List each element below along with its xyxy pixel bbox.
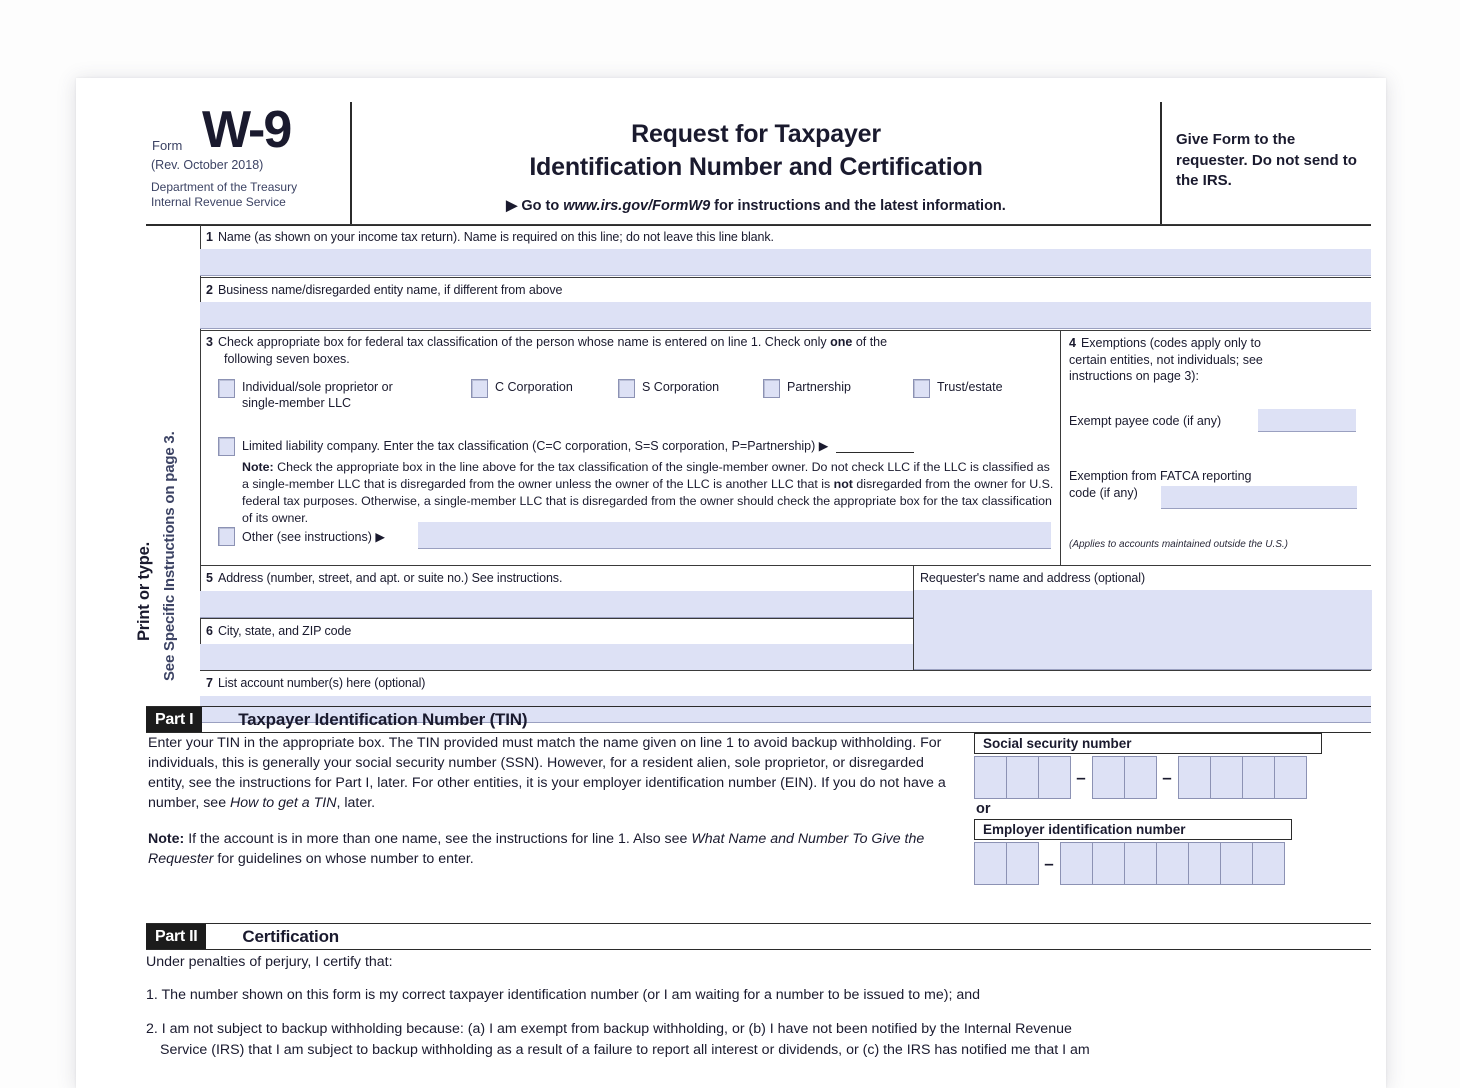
exemptions-instructions xyxy=(1069,335,1371,385)
llc-note xyxy=(242,459,1054,526)
part-2-header xyxy=(146,923,1371,950)
certification-item-1: 1. The number shown on this form is my correct taxpayer identification number (or I am waiting for a number to be issued to me); and xyxy=(146,987,981,1004)
irs-formw9-link[interactable]: www.irs.gov/FormW9 xyxy=(563,197,711,214)
line-1-label: Name (as shown on your income tax return). Name is required on this line; do not leave this line blank. xyxy=(217,230,774,244)
certification-item-2-continued: Service (IRS) that I am subject to backup withholding as a result of a failure to report all interest or dividends, or (c) the IRS has notified me that I am xyxy=(160,1041,1090,1058)
llc-label-text: Limited liability company. Enter the tax classification (C=C corporation, S=S corporation, P=Partnership) xyxy=(242,439,816,453)
sidebar-see-specific-instructions: See Specific Instructions on page 3. xyxy=(161,431,178,681)
certification-item-2: 2. I am not subject to backup withholding because: (a) I am exempt from backup withholding, or (b) I have not been notified by the Internal Revenue xyxy=(146,1020,1072,1037)
part-1-tag: Part I xyxy=(146,707,202,732)
ssn-digit-cell[interactable] xyxy=(1038,756,1071,799)
line-2-label: Business name/disregarded entity name, if different from above xyxy=(217,283,563,297)
ein-cell-row xyxy=(974,842,1322,885)
checkbox-icon[interactable] xyxy=(618,379,635,398)
exempt-payee-code-input[interactable] xyxy=(1258,409,1356,432)
llc-label xyxy=(242,437,914,453)
instructions-url-line xyxy=(352,198,1160,214)
tin-body-a: Enter your TIN in the appropriate box. The TIN provided must match the name given on line 1 to avoid backup withholding. For individuals, this is generally your social security number (SSN). However, for a resident alien, sole proprietor, or disregarded entity, see the instructions for Part I, later. For other entities, it is your employer identification number (EIN). If you do not have a number, see xyxy=(148,735,946,812)
line-3-number: 3 xyxy=(206,335,213,349)
ein-digit-cell[interactable] xyxy=(1188,842,1221,885)
give-form-notice: Give Form to the requester. Do not send to the IRS. xyxy=(1176,131,1357,190)
line-2-business-name-input[interactable] xyxy=(200,302,1371,329)
ssn-cell-row xyxy=(974,756,1322,799)
ssn-dash-separator: – xyxy=(1076,767,1086,787)
checkbox-limited-liability-company[interactable] xyxy=(218,437,914,456)
checkbox-icon[interactable] xyxy=(218,379,235,398)
line-1-name-input[interactable] xyxy=(200,249,1371,276)
right-arrow-icon: ▶ xyxy=(375,530,386,544)
line-6-label: City, state, and ZIP code xyxy=(217,624,352,638)
tin-note-text: If the account is in more than one name, see the instructions for line 1. Also see xyxy=(184,830,692,847)
form-header xyxy=(146,102,1371,226)
fatca-applies-note: (Applies to accounts maintained outside the U.S.) xyxy=(1069,539,1289,550)
line-5-number: 5 xyxy=(206,571,213,585)
form-word-label: Form xyxy=(152,138,183,153)
part-2-body xyxy=(146,952,1371,1058)
exemptions-head-line1: Exemptions (codes apply only to xyxy=(1080,336,1261,350)
part-2-title: Certification xyxy=(242,926,339,946)
line-2-business-name-row xyxy=(200,277,1371,330)
note-bold-not: not xyxy=(833,476,853,491)
requester-label-wrap xyxy=(914,566,1371,589)
tin-instructions-paragraph xyxy=(148,733,948,814)
line-6-label-wrap xyxy=(200,619,913,642)
ssn-digit-cell[interactable] xyxy=(1242,756,1275,799)
line-1-number: 1 xyxy=(206,230,213,244)
line-6-number: 6 xyxy=(206,624,213,638)
fatca-label-line1: Exemption from FATCA reporting xyxy=(1069,469,1252,483)
exempt-payee-code-label: Exempt payee code (if any) xyxy=(1069,414,1222,428)
checkbox-label: Trust/estate xyxy=(937,380,1003,394)
requester-name-address-input[interactable] xyxy=(914,590,1372,670)
print-or-type-sidebar xyxy=(135,224,201,681)
ein-digit-cell[interactable] xyxy=(1124,842,1157,885)
checkbox-other-row[interactable] xyxy=(218,527,1054,546)
checkbox-trust-estate[interactable] xyxy=(913,379,1003,398)
line-6-city-state-zip-input[interactable] xyxy=(200,644,913,671)
checkbox-s-corporation[interactable] xyxy=(618,379,763,398)
note-text-part2: disregarded from the owner for U.S. federal tax purposes. Otherwise, a single-member LLC that is disregarded from the owner should check the appropriate box for the tax classification of its owner. xyxy=(242,476,1054,525)
ssn-digit-cell[interactable] xyxy=(1124,756,1157,799)
part-1-header xyxy=(146,706,1371,733)
ein-label: Employer identification number xyxy=(974,819,1292,840)
line-4-number: 4 xyxy=(1069,336,1076,350)
line-3-intro-b: of the xyxy=(852,335,888,349)
checkbox-label: C Corporation xyxy=(495,380,573,394)
part-1-title: Taxpayer Identification Number (TIN) xyxy=(238,709,528,729)
tin-body-end: , later. xyxy=(336,795,376,812)
classification-and-exemptions-row xyxy=(200,330,1371,565)
what-name-and-number-italic: What Name and Number To Give the Requester xyxy=(148,830,925,867)
ein-digit-cell[interactable] xyxy=(974,842,1007,885)
checkbox-c-corporation[interactable] xyxy=(471,379,618,398)
ssn-digit-cell[interactable] xyxy=(1092,756,1125,799)
checkbox-icon[interactable] xyxy=(218,527,235,546)
line-7-label: List account number(s) here (optional) xyxy=(217,676,426,690)
form-number: W-9 xyxy=(202,101,291,159)
line-3-intro-line2: following seven boxes. xyxy=(224,351,350,366)
part-2-tag: Part II xyxy=(146,924,206,949)
or-separator: or xyxy=(976,801,991,817)
checkbox-partnership[interactable] xyxy=(763,379,913,398)
goto-prefix: Go to xyxy=(521,197,564,214)
sidebar-print-or-type: Print or type. xyxy=(135,542,153,641)
certification-text-clip xyxy=(146,952,1371,1058)
ein-digit-cell[interactable] xyxy=(1060,842,1093,885)
ssn-digit-cell[interactable] xyxy=(1210,756,1243,799)
other-label-text: Other (see instructions) xyxy=(242,530,372,544)
note-bold-label: Note: xyxy=(242,460,274,474)
goto-suffix: for instructions and the latest information. xyxy=(710,197,1006,214)
line-4-exemptions xyxy=(1061,331,1371,565)
ein-digit-cell[interactable] xyxy=(1092,842,1125,885)
ein-digit-cell[interactable] xyxy=(1156,842,1189,885)
line-1-label-wrap xyxy=(200,225,1371,248)
tin-entry-box xyxy=(974,733,1322,885)
form-title-line1: Request for Taxpayer xyxy=(631,120,881,148)
form-body xyxy=(200,224,1371,723)
form-identity-block xyxy=(146,102,352,224)
checkbox-label-line1: Individual/sole proprietor or xyxy=(242,380,393,394)
tin-note-bold: Note: xyxy=(148,830,185,847)
w9-form-page xyxy=(76,78,1386,1088)
checkbox-icon[interactable] xyxy=(471,379,488,398)
checkbox-label: S Corporation xyxy=(642,380,720,394)
line-3-intro-a: Check appropriate box for federal tax classification of the person whose name is entered on line 1. Check only xyxy=(217,335,831,349)
requester-label: Requester's name and address (optional) xyxy=(920,571,1146,585)
requester-block xyxy=(914,566,1371,670)
form-title-block xyxy=(352,102,1162,224)
other-classification-input[interactable] xyxy=(418,522,1051,549)
ssn-label: Social security number xyxy=(974,733,1322,754)
llc-classification-input[interactable] xyxy=(836,437,914,453)
line-3-instructions xyxy=(206,334,1060,368)
line-3-intro-bold: one xyxy=(830,335,853,349)
line-3-federal-tax-classification xyxy=(200,331,1061,565)
form-revision-date: (Rev. October 2018) xyxy=(151,158,264,172)
classification-checkbox-row xyxy=(218,379,1054,412)
ein-digit-cell[interactable] xyxy=(1006,842,1039,885)
line-5-address-input[interactable] xyxy=(200,591,913,618)
line-2-label-wrap xyxy=(200,278,1371,301)
note-text-part1: Check the appropriate box in the line above for the tax classification of the single-member owner. Do not check LLC if the LLC is classified as a single-member LLC that is disregarded from the owner unless the owner of the LLC is another LLC that is xyxy=(242,460,1050,491)
line-6-city-state-zip-row xyxy=(200,618,913,671)
line-2-number: 2 xyxy=(206,283,213,297)
exemptions-head-line3: instructions on page 3): xyxy=(1069,369,1199,384)
ssn-digit-cell[interactable] xyxy=(1006,756,1039,799)
line-7-number: 7 xyxy=(206,676,213,690)
ssn-dash-separator: – xyxy=(1162,767,1172,787)
right-arrow-icon: ▶ xyxy=(818,439,829,453)
part-1-body xyxy=(146,733,1371,921)
address-and-requester-row xyxy=(200,565,1371,670)
issuing-agency xyxy=(151,180,297,210)
ssn-digit-cell[interactable] xyxy=(974,756,1007,799)
tin-note-end: for guidelines on whose number to enter. xyxy=(213,850,474,867)
line-1-name-row xyxy=(200,224,1371,277)
checkbox-label-line2: single-member LLC xyxy=(242,396,352,411)
department-line: Department of the Treasury xyxy=(151,180,298,194)
certification-intro: Under penalties of perjury, I certify that: xyxy=(146,954,393,970)
exemptions-head-line2: certain entities, not individuals; see xyxy=(1069,352,1263,367)
form-title-line2: Identification Number and Certification xyxy=(529,153,983,182)
address-block xyxy=(200,566,914,670)
fatca-label-line2: code (if any) xyxy=(1069,485,1138,500)
line-5-label: Address (number, street, and apt. or suite no.) See instructions. xyxy=(217,571,563,585)
line-5-label-wrap xyxy=(200,566,913,589)
ein-dash-separator: – xyxy=(1044,853,1054,873)
other-label xyxy=(242,529,385,544)
right-arrow-icon: ▶ xyxy=(506,197,518,214)
tin-note-paragraph xyxy=(148,829,948,869)
how-to-get-a-tin-italic: How to get a TIN xyxy=(230,795,337,812)
line-7-label-wrap xyxy=(200,671,1371,694)
part-1-instructions xyxy=(148,733,948,869)
checkbox-icon[interactable] xyxy=(218,437,235,456)
fatca-code-input[interactable] xyxy=(1161,486,1357,509)
checkbox-individual-sole-proprietor[interactable] xyxy=(218,379,471,412)
ein-digit-cell[interactable] xyxy=(1220,842,1253,885)
checkbox-label: Partnership xyxy=(787,380,851,394)
checkbox-icon[interactable] xyxy=(913,379,930,398)
checkbox-icon[interactable] xyxy=(763,379,780,398)
ssn-digit-cell[interactable] xyxy=(1274,756,1307,799)
ssn-digit-cell[interactable] xyxy=(1178,756,1211,799)
ein-digit-cell[interactable] xyxy=(1252,842,1285,885)
checkbox-label xyxy=(242,379,393,412)
line-5-address-row xyxy=(200,566,913,618)
service-line: Internal Revenue Service xyxy=(151,195,286,209)
